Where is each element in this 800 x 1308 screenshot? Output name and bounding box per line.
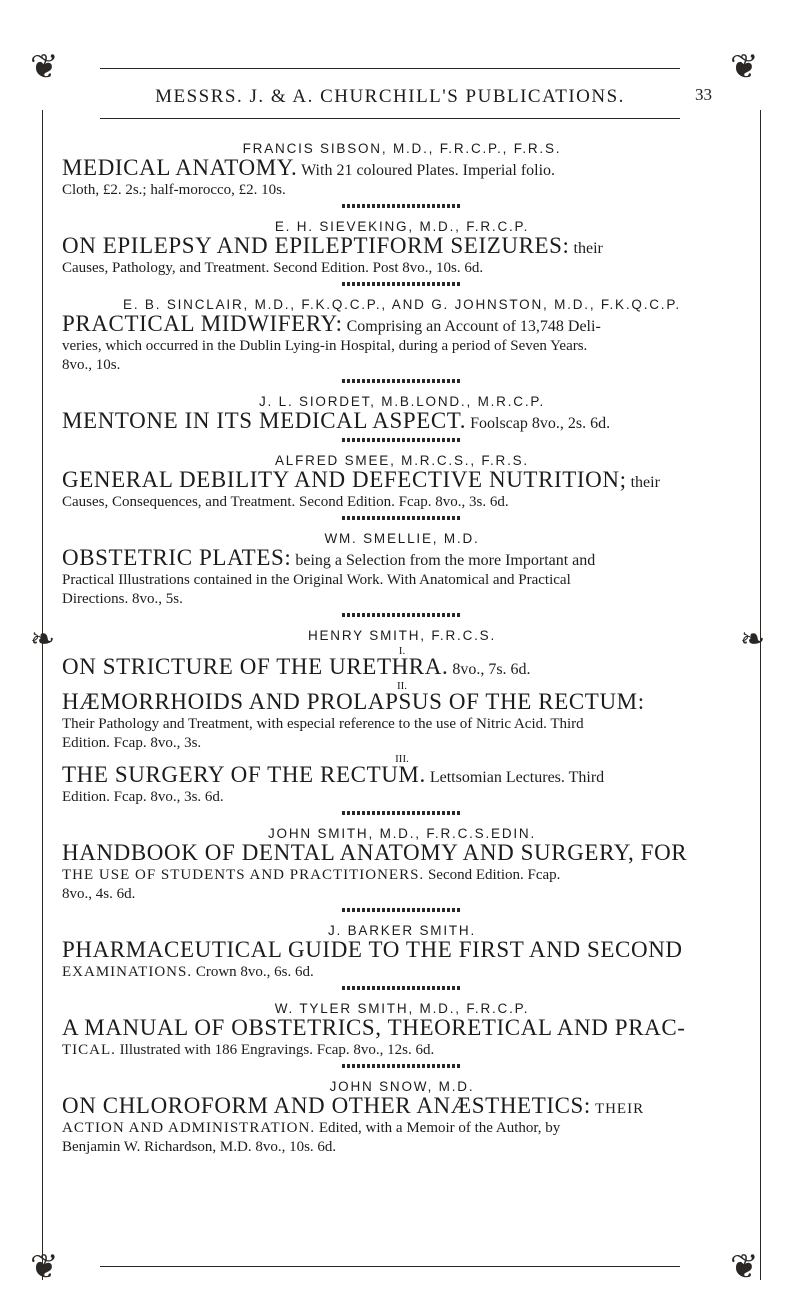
book-details: Edited, with a Memoir of the Author, by [318,1120,561,1136]
author-line: E. B. SINCLAIR, M.D., F.K.Q.C.P., AND G. JOHNSTON, M.D., F.K.Q.C.P. [123,297,681,312]
book-title-continued: TICAL. [62,1042,116,1058]
roman-numeral: III. [395,753,409,765]
top-border-rule [100,68,680,69]
book-title: MENTONE IN ITS MEDICAL ASPECT. [62,408,467,433]
book-price: 8vo., 4s. 6d. [62,886,136,902]
book-title: HANDBOOK OF DENTAL ANATOMY AND SURGERY, FOR [62,840,688,865]
corner-ornament-icon: ❦ [730,1247,759,1287]
book-details: Causes, Consequences, and Treatment. Second Edition. Fcap. 8vo., 3s. 6d. [62,494,509,510]
book-description: Comprising an Account of 13,748 Deli- [346,318,601,335]
separator-flourish [342,516,462,520]
separator-flourish [342,811,462,815]
author-line: ALFRED SMEE, M.R.C.S., F.R.S. [275,453,529,468]
book-price: Edition. Fcap. 8vo., 3s. 6d. [62,789,224,805]
book-title: ON CHLOROFORM AND OTHER ANÆSTHETICS: [62,1093,591,1118]
book-description: 8vo., 7s. 6d. [452,661,531,678]
book-title-continued: ACTION AND ADMINISTRATION. [62,1120,316,1136]
separator-flourish [342,204,462,208]
corner-ornament-icon: ❦ [30,1247,59,1287]
author-line: W. TYLER SMITH, M.D., F.R.C.P. [274,1001,530,1016]
book-title-continued: THE USE OF STUDENTS AND PRACTITIONERS. [62,867,425,883]
book-details: Causes, Pathology, and Treatment. Second Edition. Post 8vo., 10s. 6d. [62,260,484,276]
separator-flourish [342,1064,462,1068]
book-entry [62,393,742,442]
book-title-continued: EXAMINATIONS. [62,964,193,980]
author-line: E. H. SIEVEKING, M.D., F.R.C.P. [274,219,530,234]
side-ornament-icon: ❧ [30,622,56,657]
separator-flourish [342,282,462,286]
corner-ornament-icon: ❦ [730,47,759,87]
book-title: PHARMACEUTICAL GUIDE TO THE FIRST AND SECOND [62,937,683,962]
book-entry [62,452,742,520]
book-entry [62,922,742,990]
entries-list [62,140,742,1167]
book-title: THE SURGERY OF THE RECTUM. [62,762,426,787]
book-title: A MANUAL OF OBSTETRICS, THEORETICAL AND PRAC- [62,1015,686,1040]
author-line: J. BARKER SMITH. [327,923,477,938]
roman-numeral: II. [396,680,408,692]
book-details: Their Pathology and Treatment, with especial reference to the use of Nitric Acid. Third [62,716,584,732]
page-number: 33 [695,85,712,104]
right-border-rule [760,110,761,1280]
book-description: Foolscap 8vo., 2s. 6d. [470,415,611,432]
book-details: veries, which occurred in the Dublin Lying-in Hospital, during a period of Seven Years. [62,338,588,354]
book-title: ON EPILEPSY AND EPILEPTIFORM SEIZURES: [62,233,570,258]
separator-flourish [342,986,462,990]
book-details: Crown 8vo., 6s. 6d. [195,964,314,980]
book-title: HÆMORRHOIDS AND PROLAPSUS OF THE RECTUM: [62,689,645,714]
author-line: FRANCIS SIBSON, M.D., F.R.C.P., F.R.S. [242,141,562,156]
running-header: MESSRS. J. & A. CHURCHILL'S PUBLICATIONS. [155,86,625,107]
separator-flourish [342,379,462,383]
book-description: Lettsomian Lectures. Third [429,769,605,786]
book-title: MEDICAL ANATOMY. [62,155,298,180]
book-entry [62,530,742,617]
book-entry [62,296,742,383]
author-line: J. L. SIORDET, M.B.LOND., M.R.C.P. [259,394,545,409]
book-details: Illustrated with 186 Engravings. Fcap. 8vo., 12s. 6d. [119,1042,435,1058]
book-entry [62,218,742,286]
separator-flourish [342,908,462,912]
author-line: WM. SMELLIE, M.D. [324,531,480,546]
book-price: Benjamin W. Richardson, M.D. 8vo., 10s. 6d. [62,1139,337,1155]
book-entry [62,1000,742,1068]
book-title: GENERAL DEBILITY AND DEFECTIVE NUTRITION; [62,467,627,492]
book-title: ON STRICTURE OF THE URETHRA. [62,654,449,679]
book-details: Cloth, £2. 2s.; half-morocco, £2. 10s. [62,182,286,198]
author-line: JOHN SNOW, M.D. [329,1079,475,1094]
book-entry [62,825,742,912]
book-title: OBSTETRIC PLATES: [62,545,292,570]
header-bottom-rule [100,118,680,119]
book-description: their [630,474,660,491]
book-description: being a Selection from the more Important and [295,552,596,569]
author-line: HENRY SMITH, F.R.C.S. [307,628,497,643]
book-entry [62,1078,742,1157]
separator-flourish [342,438,462,442]
book-description: THEIR [594,1101,645,1117]
book-details: Practical Illustrations contained in the Original Work. With Anatomical and Practical [62,572,571,588]
bottom-border-rule [100,1266,680,1267]
side-ornament-icon: ❧ [740,622,766,657]
book-price: Directions. 8vo., 5s. [62,591,183,607]
book-details: Second Edition. Fcap. [427,867,561,883]
book-description: their [573,240,603,257]
book-title: PRACTICAL MIDWIFERY: [62,311,343,336]
roman-numeral: I. [398,645,406,657]
book-description: With 21 coloured Plates. Imperial folio. [301,162,556,179]
author-line: JOHN SMITH, M.D., F.R.C.S.EDIN. [267,826,537,841]
book-price: 8vo., 10s. [62,357,121,373]
book-entry [62,140,742,208]
separator-flourish [342,613,462,617]
left-border-rule [42,110,43,1280]
book-entry [62,627,742,815]
book-price: Edition. Fcap. 8vo., 3s. [62,735,202,751]
corner-ornament-icon: ❦ [30,47,59,87]
